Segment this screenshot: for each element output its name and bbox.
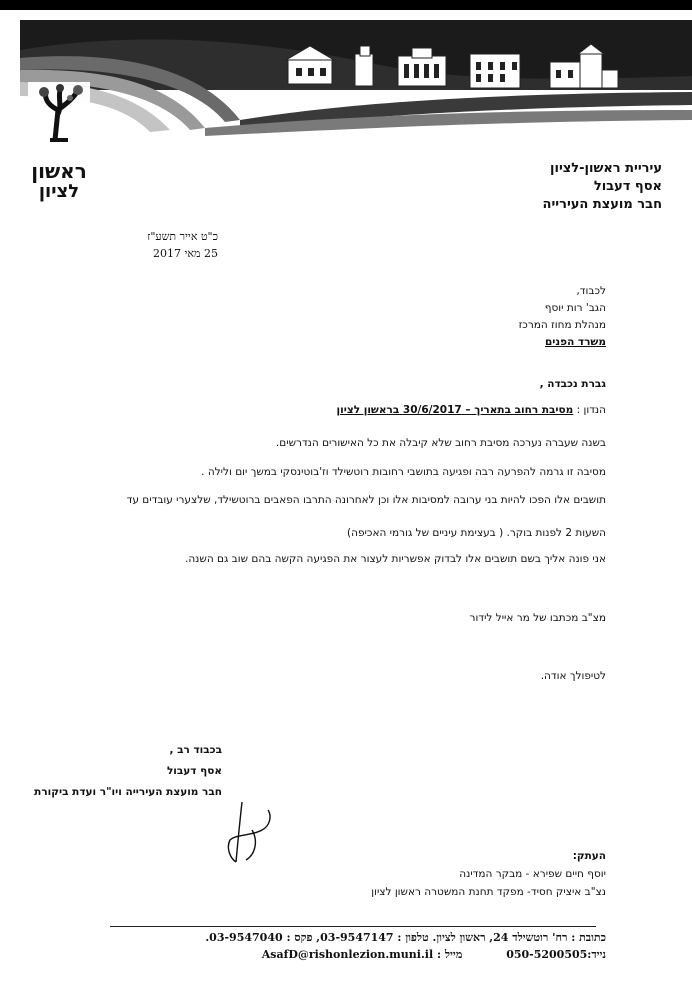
thanks-line: לטיפולך אודה.	[540, 670, 606, 682]
footer-address: כתובת : רח' רוטשילד 24, ראשון לציון. טלפון : 03-9547147, פקס : 03-9547040.	[205, 931, 606, 944]
body-paragraph-5: אני פונה אליך בשם תושבים אלו לבדוק אפשריות לעצור את הפגיעה הקשה בהם שוב גם השנה.	[184, 553, 606, 565]
footer-email-label: מייל :	[437, 948, 463, 961]
greeting: גברת נכבדה ,	[539, 378, 606, 390]
body-paragraph-3: תושבים אלו הפכו להיות בני ערובה למסיבות אלו וכן לאחרונה התרבו הפאבים ברוטשילד, שלצערי עובדים עד	[126, 494, 606, 506]
recipient-office: משרד הפנים	[545, 336, 606, 348]
logo-line-1: ראשון	[31, 159, 87, 183]
scan-top-edge	[0, 0, 692, 10]
subject-text: מסיבת רחוב בתאריך – 30/6/2017 בראשון לציון	[336, 404, 574, 416]
signature-block	[12, 740, 222, 803]
recipient-name: הגב' רות יוסף	[544, 302, 606, 314]
sender-name: אסף דעבול	[593, 179, 662, 194]
copy-line-2: נצ"ב איציק חסיד- מפקד תחנת המשטרה ראשון לציון	[371, 886, 606, 898]
recipient-block	[306, 283, 606, 351]
letterhead-banner	[0, 10, 692, 170]
copy-line-1: יוסף חיים שפירא - מבקר המדינה	[459, 868, 606, 880]
logo-line-2: לציון	[38, 181, 80, 202]
hebrew-date: כ"ט אייר תשע"ז	[147, 230, 218, 243]
city-logo-text	[28, 160, 90, 202]
sender-city: עיריית ראשון-לציון	[550, 161, 662, 176]
signer-title: חבר מועצת העירייה ויו"ר ועדת ביקורת	[34, 786, 222, 798]
subject-line	[46, 404, 606, 416]
footer-divider	[110, 926, 596, 927]
letter-dates	[98, 228, 218, 262]
body-paragraph-4: השעות 2 לפנות בוקר. ( בעצימת עיניים של גורמי האכיפה)	[347, 527, 606, 539]
footer-mobile: נייד:050-5200505	[506, 948, 606, 961]
handwritten-signature	[212, 800, 282, 870]
attachment-note: מצ"ב מכתבו של מר אייל לידור	[469, 612, 606, 624]
body-paragraph-2: מסיבה זו גרמה להפרעה רבה ופגיעה בתושבי רחובות רוטשילד וז'בוטינסקי במשך יום ולילה .	[201, 466, 606, 478]
copies-heading: העתק:	[572, 850, 606, 862]
tree-logo-icon	[28, 82, 90, 142]
gregorian-date: 25 מאי 2017	[153, 247, 218, 260]
footer-contact	[126, 948, 606, 961]
signer-name: אסף דעבול	[166, 765, 222, 777]
recipient-title: מנהלת מחוז המרכז	[518, 319, 606, 331]
sender-role: חבר מועצת העירייה	[542, 197, 662, 212]
copies-block	[306, 847, 606, 901]
sender-header	[362, 160, 662, 214]
subject-prefix: הנדון :	[576, 404, 606, 416]
footer-email: AsafD@rishonlezion.muni.il	[261, 948, 434, 961]
body-paragraph-1: בשנה שעברה נערכה מסיבת רחוב שלא קיבלה את כל האישורים הנדרשים.	[275, 437, 606, 449]
recipient-salutation: לכבוד,	[576, 285, 606, 297]
closing: בכבוד רב ,	[169, 744, 222, 756]
